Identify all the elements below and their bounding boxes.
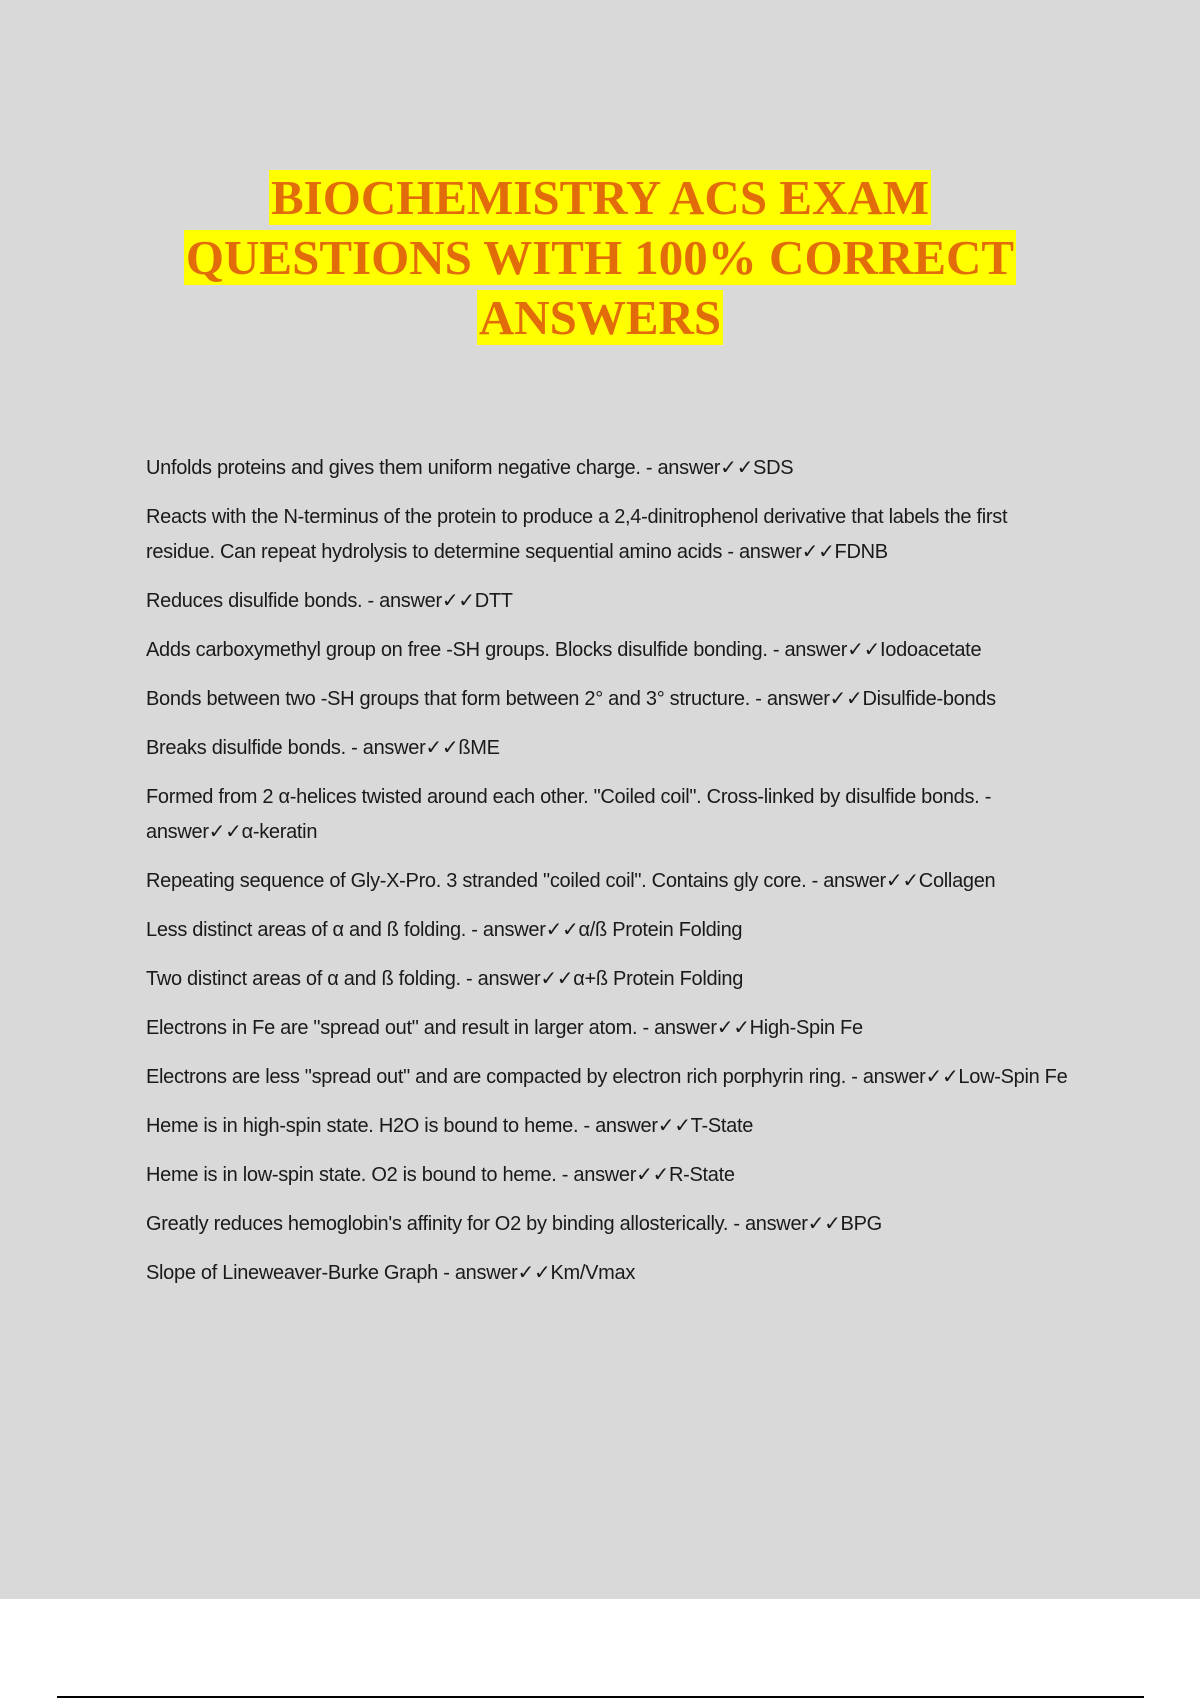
qa-item: Heme is in low-spin state. O2 is bound to heme. - answer✓✓R-State <box>146 1164 735 1186</box>
question-answer-list <box>146 451 1081 1305</box>
qa-item: Adds carboxymethyl group on free -SH groups. Blocks disulfide bonding. - answer✓✓Iodoacetate <box>146 639 982 661</box>
qa-item: Less distinct areas of α and ß folding. - answer✓✓α/ß Protein Folding <box>146 919 743 941</box>
title-line-3: ANSWERS <box>478 290 722 345</box>
qa-item: Unfolds proteins and gives them uniform negative charge. - answer✓✓SDS <box>146 457 794 479</box>
qa-item: Heme is in high-spin state. H2O is bound to heme. - answer✓✓T-State <box>146 1115 754 1137</box>
qa-item: Repeating sequence of Gly-X-Pro. 3 stranded "coiled coil". Contains gly core. - answer✓✓Collagen <box>146 870 996 892</box>
qa-item: Electrons are less "spread out" and are compacted by electron rich porphyrin ring. - answer✓✓Low-Spin Fe <box>146 1066 1068 1088</box>
qa-item: Slope of Lineweaver-Burke Graph - answer✓✓Km/Vmax <box>146 1262 636 1284</box>
qa-item: Reduces disulfide bonds. - answer✓✓DTT <box>146 590 513 612</box>
qa-item: Electrons in Fe are "spread out" and result in larger atom. - answer✓✓High-Spin Fe <box>146 1017 863 1039</box>
qa-item: Formed from 2 α-helices twisted around each other. "Coiled coil". Cross-linked by disulfide bonds. - answer✓✓α-keratin <box>146 786 992 843</box>
qa-item: Reacts with the N-terminus of the protein to produce a 2,4-dinitrophenol derivative that labels the first residue. Can repeat hydrolysis to determine sequential amino acids - answer✓✓FDNB <box>146 506 1008 563</box>
document-title <box>0 168 1200 348</box>
qa-item: Breaks disulfide bonds. - answer✓✓ßME <box>146 737 500 759</box>
title-line-2: QUESTIONS WITH 100% CORRECT <box>185 230 1015 285</box>
page-divider-line <box>57 1696 1144 1698</box>
qa-item: Two distinct areas of α and ß folding. - answer✓✓α+ß Protein Folding <box>146 968 744 990</box>
qa-item: Greatly reduces hemoglobin's affinity for O2 by binding allosterically. - answer✓✓BPG <box>146 1213 882 1235</box>
qa-item: Bonds between two -SH groups that form between 2° and 3° structure. - answer✓✓Disulfide-bonds <box>146 688 996 710</box>
title-line-1: BIOCHEMISTRY ACS EXAM <box>270 170 930 225</box>
